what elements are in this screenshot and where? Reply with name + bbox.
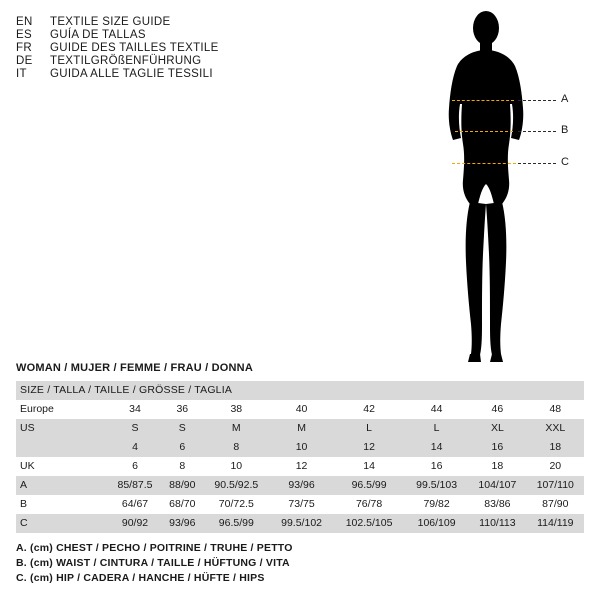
cell: 38	[203, 400, 271, 419]
table-row	[16, 476, 584, 495]
measure-leader-c	[518, 163, 556, 164]
row-label: A	[16, 476, 108, 495]
cell: 68/70	[162, 495, 203, 514]
cell: M	[270, 419, 333, 438]
cell: 36	[162, 400, 203, 419]
row-label: US	[16, 419, 108, 438]
title-row	[16, 29, 316, 41]
cell: 93/96	[270, 476, 333, 495]
title-lang-code: FR	[16, 42, 32, 54]
cell: 83/86	[468, 495, 527, 514]
cell: S	[108, 419, 162, 438]
row-label: C	[16, 514, 108, 533]
cell: 8	[203, 438, 271, 457]
cell: 6	[108, 457, 162, 476]
cell: 46	[468, 400, 527, 419]
cell: 96.5/99	[203, 514, 271, 533]
title-lang-code: ES	[16, 29, 32, 41]
cell: 110/113	[468, 514, 527, 533]
cell: 18	[527, 438, 584, 457]
cell: 99.5/103	[405, 476, 468, 495]
cell: 76/78	[333, 495, 405, 514]
row-label: Europe	[16, 400, 108, 419]
cell: 10	[203, 457, 271, 476]
table-row	[16, 400, 584, 419]
cell: 96.5/99	[333, 476, 405, 495]
cell: 106/109	[405, 514, 468, 533]
cell: 4	[108, 438, 162, 457]
cell: 88/90	[162, 476, 203, 495]
measure-line-c	[452, 163, 516, 164]
table-row	[16, 514, 584, 533]
title-lang-code: EN	[16, 16, 33, 28]
cell: 42	[333, 400, 405, 419]
cell: 90.5/92.5	[203, 476, 271, 495]
cell: 107/110	[527, 476, 584, 495]
row-label: B	[16, 495, 108, 514]
table-header-row	[16, 381, 584, 400]
cell: XXL	[527, 419, 584, 438]
title-text: GUÍA DE TALLAS	[50, 29, 146, 41]
cell: 64/67	[108, 495, 162, 514]
cell: 40	[270, 400, 333, 419]
female-silhouette-figure	[430, 8, 590, 368]
cell: 34	[108, 400, 162, 419]
cell: 114/119	[527, 514, 584, 533]
cell: 102.5/105	[333, 514, 405, 533]
row-label: UK	[16, 457, 108, 476]
footnote-hip: C. (cm) HIP / CADERA / HANCHE / HÜFTE / HIPS	[16, 572, 265, 584]
cell: XL	[468, 419, 527, 438]
cell: 93/96	[162, 514, 203, 533]
measure-leader-a	[518, 100, 556, 101]
title-text: TEXTILE SIZE GUIDE	[50, 16, 171, 28]
table-group-heading: WOMAN / MUJER / FEMME / FRAU / DONNA	[16, 362, 253, 374]
table-row	[16, 495, 584, 514]
measure-line-b	[455, 131, 513, 132]
cell: 87/90	[527, 495, 584, 514]
cell: 6	[162, 438, 203, 457]
measure-leader-b	[518, 131, 556, 132]
title-text: GUIDE DES TAILLES TEXTILE	[50, 42, 219, 54]
cell: L	[333, 419, 405, 438]
table-row	[16, 419, 584, 438]
cell: 14	[333, 457, 405, 476]
footnote-chest: A. (cm) CHEST / PECHO / POITRINE / TRUHE / PETTO	[16, 542, 293, 554]
cell: 12	[333, 438, 405, 457]
title-text: GUIDA ALLE TAGLIE TESSILI	[50, 68, 213, 80]
cell: 104/107	[468, 476, 527, 495]
measure-label-b: B	[561, 124, 569, 136]
row-label	[16, 438, 108, 457]
cell: 90/92	[108, 514, 162, 533]
measure-line-a	[452, 100, 514, 101]
title-row	[16, 68, 316, 80]
cell: 20	[527, 457, 584, 476]
cell: 18	[468, 457, 527, 476]
cell: 48	[527, 400, 584, 419]
cell: 70/72.5	[203, 495, 271, 514]
cell: 85/87.5	[108, 476, 162, 495]
cell: 79/82	[405, 495, 468, 514]
footnote-waist: B. (cm) WAIST / CINTURA / TAILLE / HÜFTUNG / VITA	[16, 557, 290, 569]
cell: 12	[270, 457, 333, 476]
title-row	[16, 42, 316, 54]
table-row	[16, 438, 584, 457]
footnote-block	[16, 542, 576, 587]
title-text: TEXTILGRÖßENFÜHRUNG	[50, 55, 202, 67]
table-row	[16, 457, 584, 476]
title-row	[16, 55, 316, 67]
table-header-label: SIZE / TALLA / TAILLE / GRÖSSE / TAGLIA	[16, 381, 584, 400]
cell: 99.5/102	[270, 514, 333, 533]
cell: 44	[405, 400, 468, 419]
cell: 10	[270, 438, 333, 457]
cell: 8	[162, 457, 203, 476]
cell: M	[203, 419, 271, 438]
title-lang-code: IT	[16, 68, 27, 80]
size-table	[16, 381, 584, 533]
cell: 73/75	[270, 495, 333, 514]
measure-label-c: C	[561, 156, 569, 168]
cell: 14	[405, 438, 468, 457]
silhouette-icon	[430, 8, 590, 368]
title-block	[16, 16, 316, 81]
cell: 16	[468, 438, 527, 457]
title-lang-code: DE	[16, 55, 33, 67]
title-row	[16, 16, 316, 28]
cell: L	[405, 419, 468, 438]
cell: S	[162, 419, 203, 438]
cell: 16	[405, 457, 468, 476]
measure-label-a: A	[561, 93, 569, 105]
